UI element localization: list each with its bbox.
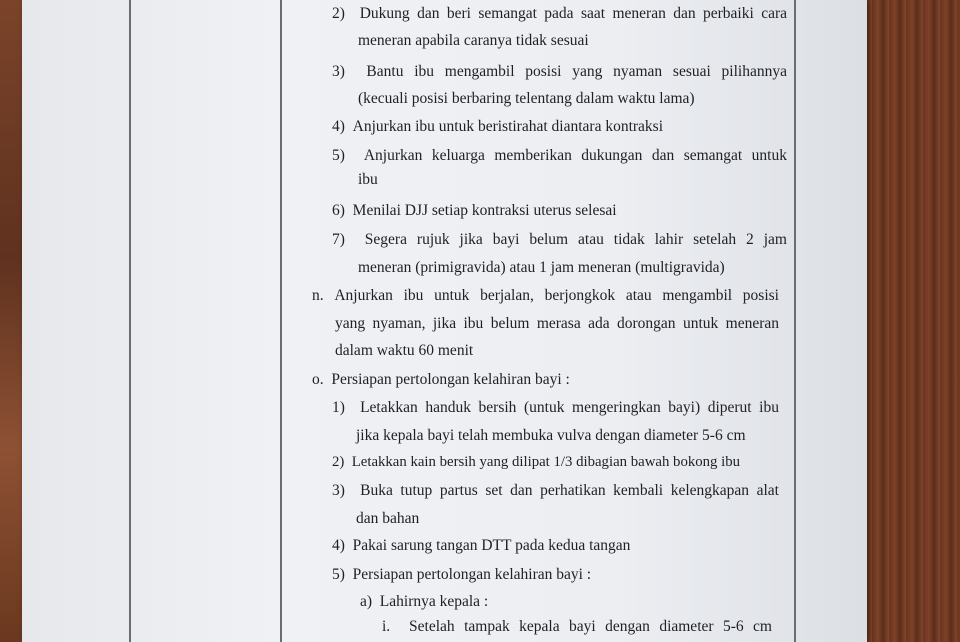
text-line: (kecuali posisi berbaring telentang dalam waktu lama) — [358, 90, 695, 107]
text-line: a) Lahirnya kepala : — [360, 593, 489, 610]
text-line: 6) Menilai DJJ setiap kontraksi uterus selesai — [332, 202, 617, 219]
text-line: dalam waktu 60 menit — [335, 342, 474, 359]
table-border-left — [129, 0, 131, 642]
text-line: meneran apabila caranya tidak sesuai — [358, 32, 589, 49]
text-line: 4) Anjurkan ibu untuk beristirahat diantara kontraksi — [332, 118, 664, 135]
text-line: meneran (primigravida) atau 1 jam meneran (multigravida) — [358, 259, 725, 276]
text-line: o. Persiapan pertolongan kelahiran bayi : — [312, 371, 570, 388]
text-line: 4) Pakai sarung tangan DTT pada kedua tangan — [332, 537, 631, 554]
text-line: 7) Segera rujuk jika bayi belum atau tidak lahir setelah 2 jam — [332, 231, 787, 248]
text-line: n. Anjurkan ibu untuk berjalan, berjongkok atau mengambil posisi — [312, 287, 779, 304]
document-page — [22, 0, 867, 642]
wood-background-right — [855, 0, 960, 642]
text-line: 1) Letakkan handuk bersih (untuk mengeringkan bayi) diperut ibu — [332, 399, 779, 416]
text-line: 2) Letakkan kain bersih yang dilipat 1/3 dibagian bawah bokong ibu — [332, 454, 741, 470]
text-line: 3) Buka tutup partus set dan perhatikan kembali kelengkapan alat — [332, 482, 779, 499]
text-line: i. Setelah tampak kepala bayi dengan diameter 5-6 cm — [382, 618, 772, 635]
text-line: 2) Dukung dan beri semangat pada saat meneran dan perbaiki cara — [332, 5, 787, 22]
text-line: jika kepala bayi telah membuka vulva dengan diameter 5-6 cm — [356, 427, 746, 444]
text-line: yang nyaman, jika ibu belum merasa ada dorongan untuk meneran — [335, 315, 779, 332]
text-line: ibu — [358, 171, 378, 188]
table-border-right — [794, 0, 796, 642]
text-line: dan bahan — [356, 510, 420, 527]
text-line: 5) Persiapan pertolongan kelahiran bayi : — [332, 566, 592, 583]
table-border-middle — [280, 0, 282, 642]
text-line: 5) Anjurkan keluarga memberikan dukungan dan semangat untuk — [332, 147, 787, 164]
text-line: 3) Bantu ibu mengambil posisi yang nyaman sesuai pilihannya — [332, 63, 787, 80]
